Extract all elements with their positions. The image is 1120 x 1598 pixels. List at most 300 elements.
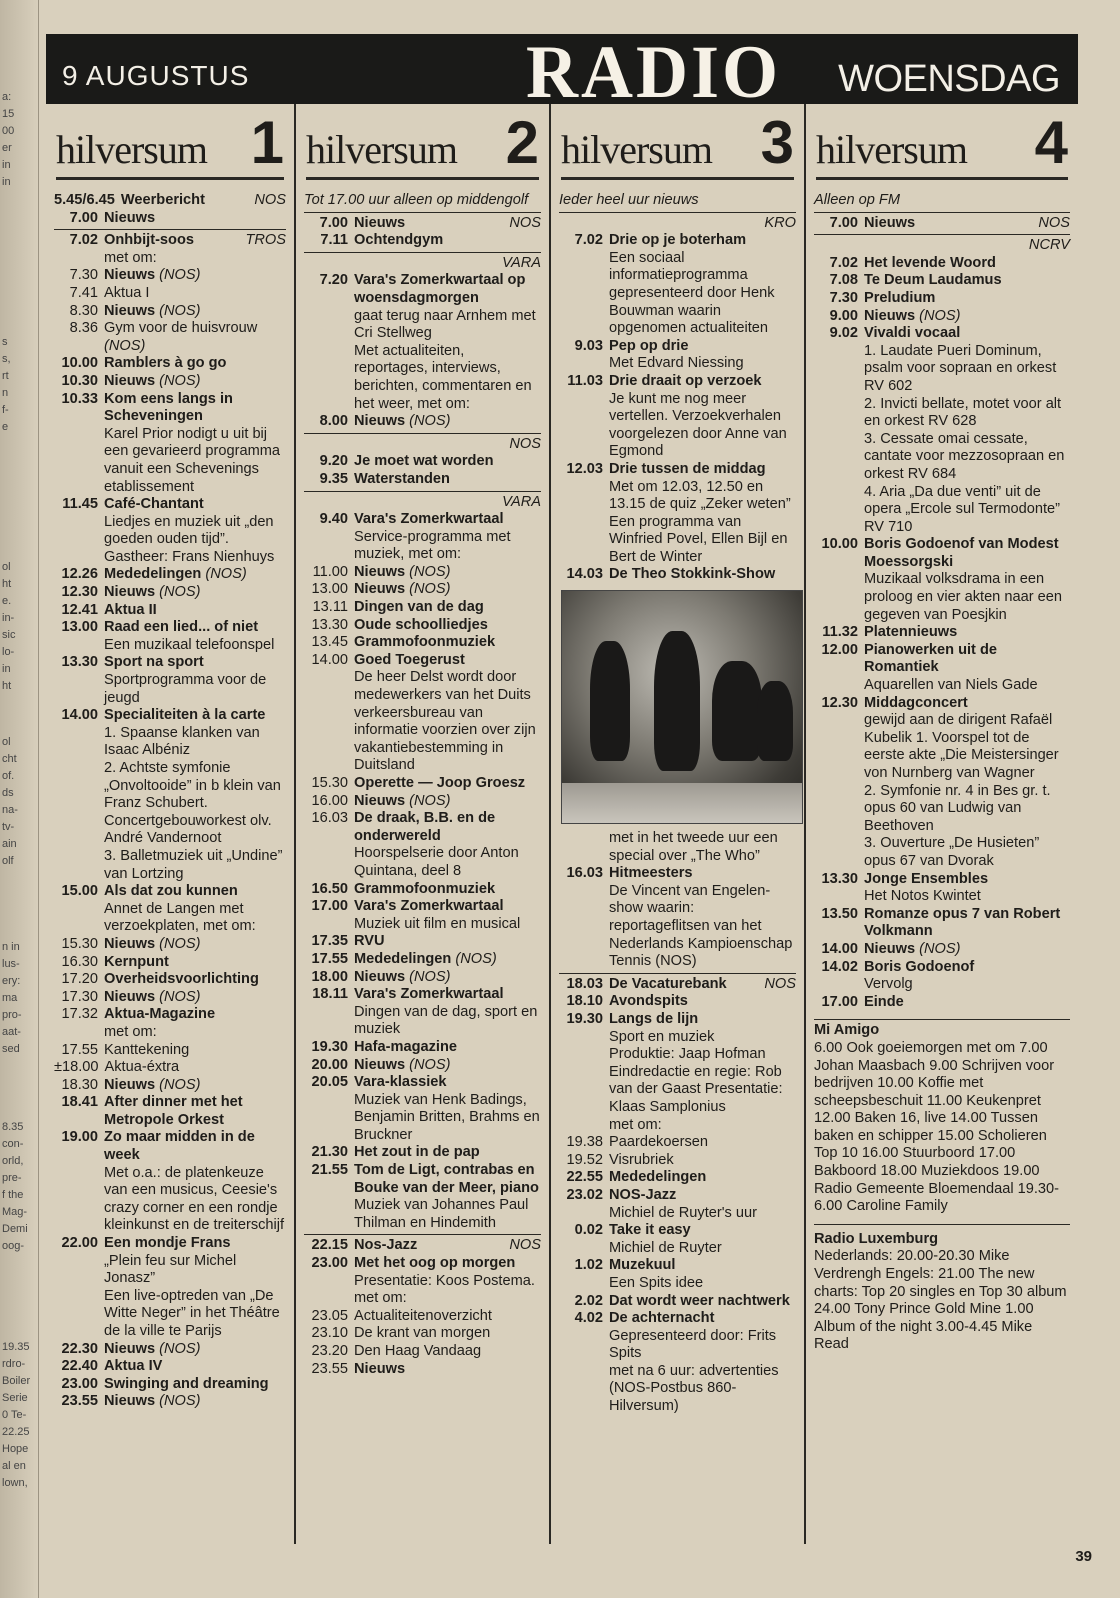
- program: [105, 1059, 286, 1077]
- time: [54, 1024, 104, 1042]
- program: [609, 1187, 796, 1205]
- radio-title: RADIO: [526, 30, 782, 114]
- time: [54, 250, 104, 268]
- program: [609, 1293, 796, 1311]
- schedule-entry: [304, 599, 541, 617]
- program: [104, 303, 286, 321]
- program-extra: (NOS): [405, 563, 451, 580]
- schedule-entry: [304, 308, 541, 343]
- schedule-entry: [54, 192, 286, 210]
- program: [864, 536, 1070, 571]
- schedule-entry: [54, 1393, 286, 1411]
- time: 5.45/6.45: [54, 192, 115, 208]
- program: [354, 898, 541, 916]
- program: [354, 471, 541, 489]
- schedule-entry: [559, 566, 796, 584]
- time: 14.00: [61, 707, 98, 724]
- time: [559, 1029, 609, 1047]
- schedule-entry: [814, 941, 1070, 959]
- program-title: gewijd aan de dirigent Rafaël Kubelik 1. Voorspel tot de eerste akte „Die Meistersinger von Nurnberg van Wagner: [864, 712, 1059, 781]
- schedule-entry: [559, 993, 796, 1011]
- program: [609, 1011, 796, 1029]
- channel-header: [816, 104, 1068, 180]
- program-title: Het zout in de pap: [354, 1144, 480, 1161]
- adjacent-text-fragment: 8.35: [2, 1121, 24, 1133]
- time: 10.33: [61, 390, 98, 407]
- program-extra: (NOS): [405, 1056, 451, 1073]
- program-extra: (NOS): [201, 566, 247, 583]
- program-extra: (NOS): [405, 792, 451, 809]
- program: [609, 514, 796, 567]
- program-title: 2. Symfonie nr. 4 in Bes gr. t. opus 60 van Ludwig van Beethoven: [864, 782, 1051, 834]
- adjacent-text-fragment: in-: [2, 612, 15, 624]
- schedule-entry: [559, 1222, 796, 1240]
- adjacent-text-fragment: Serie: [2, 1392, 28, 1404]
- time: 9.20: [319, 453, 348, 470]
- adjacent-text-fragment: Demi: [2, 1223, 28, 1235]
- schedule-entry: [304, 916, 541, 934]
- schedule-entry: [814, 712, 1070, 782]
- program: [354, 1290, 541, 1308]
- schedule-entry: [304, 1361, 541, 1379]
- program: [609, 391, 796, 461]
- program: [104, 654, 286, 672]
- program: [104, 1024, 286, 1042]
- program-title: Boris Godoenof: [864, 958, 975, 975]
- program: [354, 1162, 541, 1197]
- schedule-entry: [304, 1057, 541, 1075]
- program: [104, 267, 286, 285]
- program-title: Nieuws: [354, 792, 406, 809]
- program: [104, 883, 286, 901]
- program-title: After dinner met het Metropole Orkest: [104, 1094, 243, 1128]
- schedule-entry: [54, 936, 286, 954]
- time: [814, 571, 864, 624]
- schedule-entry: [54, 901, 286, 936]
- schedule-entry: [54, 637, 286, 655]
- schedule-entry: [559, 232, 796, 250]
- program-title: Een sociaal informatieprogramma gepresenteerd door Henk Bouwman waarin opgenomen actualiteiten: [609, 249, 775, 337]
- channel-name: hilversum: [561, 127, 712, 172]
- schedule-entry: [54, 250, 286, 268]
- time: [54, 760, 104, 848]
- divider: [304, 433, 541, 434]
- time: 8.00: [319, 413, 348, 430]
- program: [354, 1074, 541, 1092]
- program: [864, 396, 1070, 431]
- schedule-entry: [54, 848, 286, 883]
- program-title: Gepresenteerd door: Frits Spits: [609, 1327, 777, 1362]
- schedule-entry: [304, 881, 541, 899]
- schedule-entry: [54, 883, 286, 901]
- time: [559, 1328, 609, 1363]
- program-title: Het Notos Kwintet: [864, 888, 981, 905]
- column-hilversum-4: [806, 104, 1078, 1544]
- broadcaster-tag: NOS: [509, 1237, 541, 1254]
- time: 18.30: [61, 1076, 98, 1093]
- program-title: NOS-Jazz: [609, 1186, 677, 1203]
- time: 21.30: [311, 1144, 348, 1161]
- program: [104, 954, 286, 972]
- time: 9.35: [319, 470, 348, 487]
- schedule-entry: [559, 1117, 796, 1135]
- time: 23.02: [566, 1186, 603, 1203]
- time: 16.30: [61, 953, 98, 970]
- schedule-entry: [304, 793, 541, 811]
- time: 19.52: [566, 1151, 603, 1168]
- program-title: Michiel de Ruyter: [609, 1239, 722, 1256]
- time: [814, 783, 864, 836]
- program-title: Nieuws: [104, 372, 156, 389]
- schedule-entry: [559, 1169, 796, 1187]
- adjacent-text-fragment: aat-: [2, 1026, 21, 1038]
- program: [354, 1197, 541, 1232]
- program-title: Romanze opus 7 van Robert Volkmann: [864, 905, 1061, 940]
- time: [814, 677, 864, 695]
- program: [609, 1275, 796, 1293]
- channel-number: 3: [760, 109, 794, 176]
- adjacent-text-fragment: Mag-: [2, 1206, 28, 1218]
- mi-amigo-text: 6.00 Ook goeiemorgen met om 7.00 Johan Maasbach 9.00 Schrijven voor bedrijven 10.00 Koffie met scheepsbeschuit 11.00 Keukenpret 12.00 Baken 16, live 14.00 Tussen baken en schipper 15.00 Scholieren Top 10 16.00 Stuurboord 17.00 Bakboord 18.00 Muziekdoos 19.00 Radio Gemeente Bloemendaal 19.30-6.00 Caroline Family: [814, 1039, 1060, 1215]
- program: [354, 529, 541, 564]
- schedule-entry: [304, 951, 541, 969]
- program-title: Nieuws: [354, 1056, 406, 1073]
- program-title: Nieuws: [354, 581, 406, 598]
- column-hilversum-3: [551, 104, 806, 1544]
- time: [559, 1363, 609, 1416]
- program-title: Nieuws: [104, 584, 156, 601]
- time: 8.30: [69, 302, 98, 319]
- program-title: Met actualiteiten, reportages, interviews, berichten, commentaren en het weer, met om:: [354, 342, 532, 412]
- schedule-entry: [304, 775, 541, 793]
- schedule-entry: [54, 971, 286, 989]
- schedule-entry: [304, 272, 541, 307]
- adjacent-text-fragment: e: [2, 421, 9, 433]
- time: [559, 830, 609, 865]
- program-title: Specialiteiten à la carte: [104, 707, 266, 724]
- program: [609, 976, 796, 994]
- program: [354, 272, 541, 307]
- program: [354, 1361, 541, 1379]
- time: 23.55: [61, 1393, 98, 1410]
- adjacent-text-fragment: ma: [2, 992, 18, 1004]
- program: [609, 1169, 796, 1187]
- time: 22.30: [61, 1340, 98, 1357]
- time: 17.35: [311, 933, 348, 950]
- schedule-entry: [814, 976, 1070, 994]
- schedule-entry: [559, 1328, 796, 1363]
- program-title: Nieuws: [354, 214, 406, 231]
- channel-name: hilversum: [816, 127, 967, 172]
- program-title: Muziek van Henk Badings, Benjamin Britten, Brahms en Bruckner: [354, 1091, 540, 1143]
- time: 15.00: [61, 883, 98, 900]
- time: [559, 1046, 609, 1116]
- schedule-note: Tot 17.00 uur alleen op middengolf: [304, 192, 529, 208]
- adjacent-text-fragment: ery:: [2, 975, 21, 987]
- time: [559, 250, 609, 338]
- schedule-entry: [304, 1255, 541, 1273]
- program-title: Nieuws: [104, 1076, 156, 1093]
- adjacent-text-fragment: er: [2, 142, 12, 154]
- adjacent-text-fragment: 0 Te-: [2, 1409, 27, 1421]
- program: [354, 1325, 541, 1343]
- time: 7.30: [829, 289, 858, 306]
- schedule-entry: [814, 871, 1070, 889]
- time: 13.00: [311, 581, 348, 598]
- program-extra: (NOS): [155, 267, 201, 284]
- adjacent-text-fragment: n: [2, 387, 9, 399]
- schedule-entry: [814, 906, 1070, 941]
- schedule-entry: [814, 290, 1070, 308]
- program: [354, 1273, 541, 1291]
- time: [304, 845, 354, 880]
- divider: [304, 1234, 541, 1235]
- time: [814, 976, 864, 994]
- schedule-entry: [304, 215, 541, 233]
- schedule-entry: [54, 426, 286, 496]
- program-title: Annet de Langen met verzoekplaten, met om:: [104, 900, 256, 935]
- schedule-entry: [54, 760, 286, 848]
- time: 14.03: [566, 566, 603, 583]
- time: 22.40: [61, 1358, 98, 1375]
- program-title: Aktua-Magazine: [104, 1006, 216, 1023]
- program-title: Aktua II: [104, 601, 157, 618]
- program: [354, 599, 541, 617]
- program: [609, 373, 796, 391]
- time: 23.05: [311, 1307, 348, 1324]
- time: [54, 514, 104, 567]
- program: [354, 1004, 541, 1039]
- program-extra: (NOS): [155, 302, 201, 319]
- schedule-entry: [304, 1162, 541, 1197]
- luxemburg-heading: Radio Luxemburg: [814, 1230, 939, 1247]
- program: [864, 215, 1070, 233]
- program-title: met om:: [104, 249, 157, 266]
- schedule-entry: [559, 1240, 796, 1258]
- program-title: Sportprogramma voor de jeugd: [104, 672, 267, 706]
- program-title: 1. Spaanse klanken van Isaac Albéniz: [104, 724, 260, 759]
- program-title: Nieuws: [354, 563, 406, 580]
- schedule-entry: [304, 471, 541, 489]
- program-title: Met om 12.03, 12.50 en 13.15 de quiz „Zeker weten”: [609, 478, 791, 513]
- schedule-entry: [814, 484, 1070, 537]
- schedule-entry: [559, 373, 796, 391]
- schedule-entry: [814, 959, 1070, 977]
- time: 7.02: [69, 232, 98, 249]
- program-title: Liedjes en muziek uit „den goeden ouden tijd”. Gastheer: Frans Nienhuys: [104, 513, 275, 565]
- program-title: Met o.a.: de platenkeuze van een musicus, Ceesie's crazy corner en een rondje kleinkunst en de treiterschijf: [104, 1164, 285, 1234]
- program: [864, 255, 1070, 273]
- time: 17.55: [61, 1041, 98, 1058]
- program: [104, 619, 286, 637]
- schedule-entry: [54, 1253, 286, 1288]
- schedule-entry: [304, 413, 541, 431]
- time: 7.02: [829, 254, 858, 271]
- schedule-note: Ieder heel uur nieuws: [559, 192, 699, 208]
- schedule-entry: [559, 1257, 796, 1275]
- time: [559, 1117, 609, 1135]
- schedule-entry: [559, 830, 796, 865]
- schedule-entry: [559, 250, 796, 338]
- adjacent-text-fragment: Boiler: [2, 1375, 31, 1387]
- schedule-entry: [814, 272, 1070, 290]
- schedule-entry: [814, 536, 1070, 571]
- schedule-entry: [304, 810, 541, 845]
- adjacent-text-fragment: ain: [2, 838, 17, 850]
- program-title: Nieuws: [104, 988, 156, 1005]
- time: [814, 484, 864, 537]
- schedule-entry: [54, 1094, 286, 1129]
- schedule-entry: [304, 1325, 541, 1343]
- program: [121, 192, 286, 210]
- schedule-entry: [814, 571, 1070, 624]
- schedule-entry: [559, 865, 796, 883]
- time: 7.00: [319, 214, 348, 231]
- program: [354, 1144, 541, 1162]
- adjacent-text-fragment: rdro-: [2, 1358, 26, 1370]
- program-title: Jonge Ensembles: [864, 870, 989, 887]
- program: [864, 783, 1070, 836]
- program-title: Vara-klassiek: [354, 1074, 447, 1091]
- program-title: Swinging and dreaming: [104, 1375, 269, 1392]
- program: [609, 1328, 796, 1363]
- program-title: Mededelingen: [354, 950, 452, 967]
- program: [354, 775, 541, 793]
- schedule-entry: [304, 581, 541, 599]
- program: [609, 461, 796, 479]
- time: [814, 343, 864, 396]
- program-title: Nieuws: [864, 940, 916, 957]
- adjacent-text-fragment: al en: [2, 1460, 26, 1472]
- channel-number: 2: [505, 109, 539, 176]
- program: [864, 343, 1070, 396]
- time: 22.15: [311, 1237, 348, 1254]
- divider: [304, 212, 541, 213]
- schedule-entry: [559, 1293, 796, 1311]
- time: 20.05: [311, 1074, 348, 1091]
- program: [104, 250, 286, 268]
- program: [104, 373, 286, 391]
- program: [609, 883, 796, 971]
- program: [104, 672, 286, 707]
- adjacent-text-fragment: ht: [2, 578, 12, 590]
- schedule-entry: [814, 396, 1070, 431]
- adjacent-text-fragment: con-: [2, 1138, 24, 1150]
- broadcaster-label: NCRV: [1028, 237, 1070, 254]
- program-title: Een live-optreden van „De Witte Neger” in het Théâtre de la ville te Parijs: [104, 1287, 280, 1339]
- program-title: Grammofoonmuziek: [354, 634, 496, 651]
- program: [609, 865, 796, 883]
- time: 13.50: [821, 905, 858, 922]
- schedule-entry: [54, 1341, 286, 1359]
- broadcaster-tag: NOS: [254, 192, 286, 208]
- schedule-entry: [559, 391, 796, 461]
- program: [354, 1057, 541, 1075]
- schedule-entry: [54, 1376, 286, 1394]
- schedule-entry: [54, 584, 286, 602]
- schedule-entry: [559, 1187, 796, 1205]
- schedule-entry: [304, 453, 541, 471]
- schedule-entry: [814, 677, 1070, 695]
- program: [864, 976, 1070, 994]
- time: 12.41: [61, 601, 98, 618]
- program: [354, 969, 541, 987]
- time: ±18.00: [54, 1059, 99, 1076]
- program-title: Onhbijt-soos: [104, 232, 194, 249]
- time: 22.55: [566, 1169, 603, 1186]
- program-title: met na 6 uur: advertenties (NOS-Postbus 860-Hilversum): [609, 1362, 779, 1415]
- time: 7.20: [319, 272, 348, 289]
- program: [609, 566, 796, 584]
- program: [354, 634, 541, 652]
- adjacent-text-fragment: olf: [2, 855, 14, 867]
- time: 12.30: [61, 584, 98, 601]
- program-title: Raad een lied... of niet: [104, 619, 259, 636]
- time: 17.00: [311, 898, 348, 915]
- schedule-entry: [54, 285, 286, 303]
- time: 9.00: [829, 307, 858, 324]
- program-title: Kernpunt: [104, 953, 169, 970]
- program: [864, 941, 1070, 959]
- day-label: WOENSDAG: [838, 58, 1060, 100]
- program: [609, 1310, 796, 1328]
- program-title: Een muzikaal telefoonspel: [104, 636, 275, 653]
- time: [559, 514, 609, 567]
- schedule-entry: [304, 669, 541, 775]
- program-title: Muzekuul: [609, 1257, 676, 1274]
- schedule-entry: [54, 391, 286, 426]
- program-title: Als dat zou kunnen: [104, 883, 238, 900]
- program-title: Mededelingen: [104, 566, 202, 583]
- program-title: Nieuws: [104, 1393, 156, 1410]
- program-extra: (NOS): [155, 935, 201, 952]
- program-title: met om:: [104, 1023, 157, 1040]
- channel-name: hilversum: [306, 127, 457, 172]
- schedule-entry: [304, 1092, 541, 1145]
- divider: [814, 212, 1070, 213]
- program-title: Ochtendgym: [354, 232, 444, 249]
- broadcaster-label: VARA: [502, 254, 541, 271]
- program: [354, 564, 541, 582]
- time: 17.00: [821, 993, 858, 1010]
- program-title: Een Spits idee: [609, 1274, 704, 1291]
- program-title: Met het oog op morgen: [354, 1255, 516, 1272]
- schedule-entry: [54, 320, 286, 355]
- broadcaster-tag: TROS: [245, 232, 286, 249]
- program: [864, 835, 1070, 870]
- time: [814, 888, 864, 906]
- program: [354, 933, 541, 951]
- schedule-entry: [304, 1237, 541, 1255]
- program-extra: (NOS): [155, 372, 201, 389]
- mi-amigo-heading: Mi Amigo: [814, 1022, 880, 1039]
- time: 11.32: [822, 624, 858, 641]
- time: 11.45: [62, 496, 98, 513]
- program-title: Drie draait op verzoek: [609, 372, 762, 389]
- program-title: met om:: [609, 1116, 662, 1133]
- broadcaster-label: VARA: [502, 493, 541, 510]
- schedule-entry: [814, 343, 1070, 396]
- divider: [304, 491, 541, 492]
- program: [104, 584, 286, 602]
- broadcaster-label: KRO: [764, 214, 796, 231]
- adjacent-text-fragment: ol: [2, 561, 11, 573]
- program: [104, 1358, 286, 1376]
- time: [559, 391, 609, 461]
- schedule-entry: [814, 431, 1070, 484]
- program: [104, 1288, 286, 1341]
- program: [354, 669, 541, 775]
